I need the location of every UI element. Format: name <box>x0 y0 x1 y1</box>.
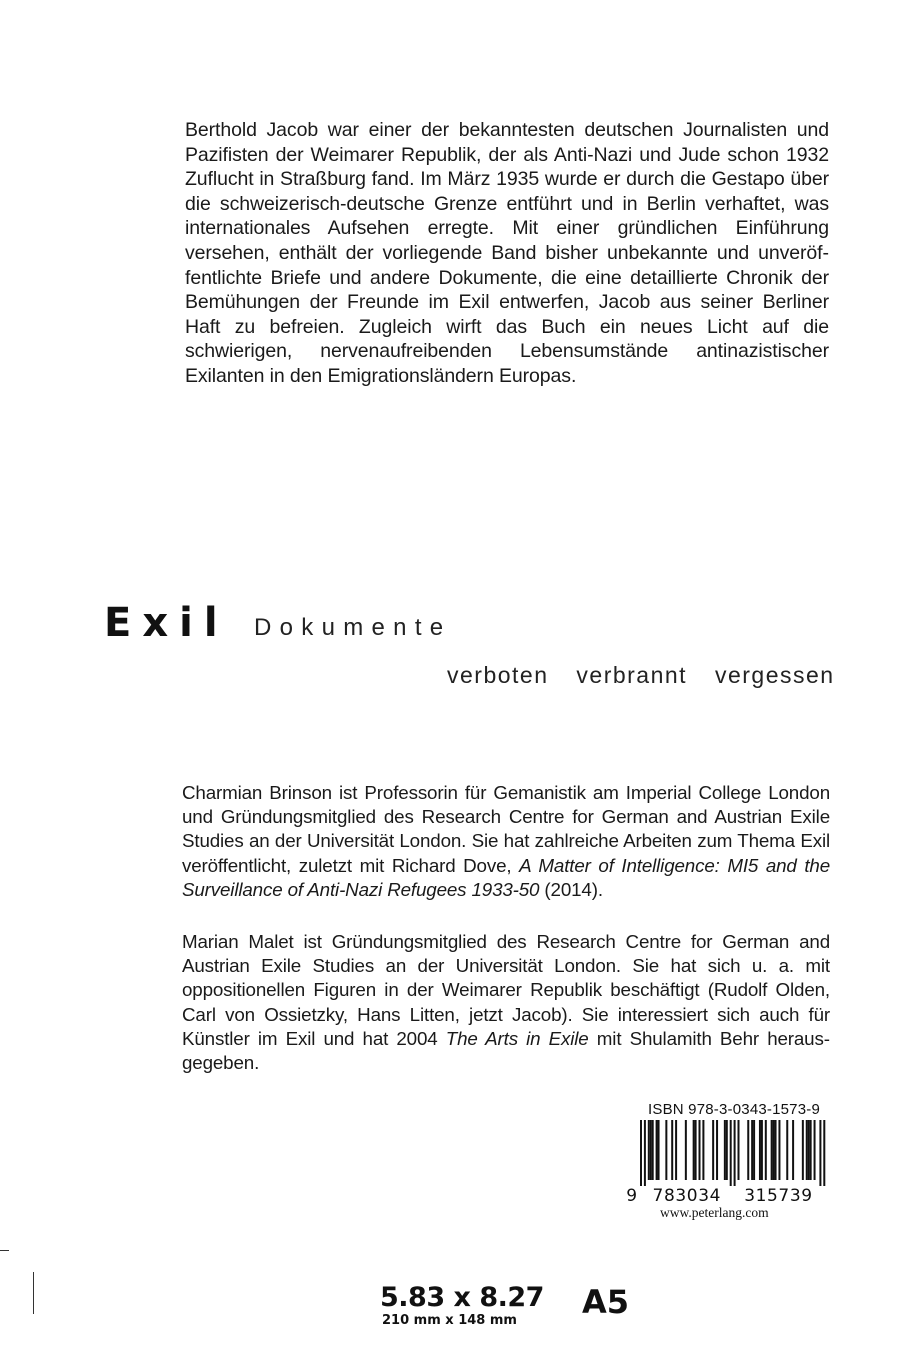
barcode-bar <box>650 1120 652 1180</box>
crop-mark <box>33 1272 34 1314</box>
publisher-url: www.peterlang.com <box>660 1205 769 1220</box>
size-inches: 5.83 x 8.27 <box>380 1282 544 1313</box>
barcode-bar <box>716 1120 718 1180</box>
barcode-guard-bar <box>823 1120 825 1186</box>
series-name-bold: Exil <box>104 600 229 646</box>
barcode-bar <box>802 1120 804 1180</box>
author-bio-malet <box>182 930 830 1075</box>
barcode-bar <box>751 1120 753 1180</box>
print-size-label <box>380 1282 650 1332</box>
barcode-bar <box>658 1120 660 1180</box>
barcode-bar <box>726 1120 728 1180</box>
isbn-label: ISBN 978-3-0343-1573-9 <box>648 1101 821 1118</box>
barcode-bar <box>665 1120 667 1180</box>
barcode-bar <box>675 1120 677 1180</box>
barcode-digits-right: 315739 <box>744 1186 813 1202</box>
barcode-bar <box>652 1120 654 1180</box>
barcode-digits-left: 783034 <box>652 1186 722 1202</box>
barcode-bar <box>806 1120 808 1180</box>
series-motto: verboten verbrannt vergessen <box>447 662 835 688</box>
author-bio-text: Charmian Brinson ist Professorin für Gemanistik am Imperial College London und Gründungsmitglied des Research Centre for German and Austrian Exile Studies an der Universität London. Sie hat zahlreiche Arbeiten zum Thema Exil veröffentlicht, zuletzt mit Richard Dove, <box>182 782 830 876</box>
barcode-bar <box>765 1120 767 1180</box>
author-bio-suffix: (2014). <box>539 878 603 900</box>
barcode-bar <box>738 1120 740 1180</box>
book-title: A Matter of Intelligence: MI5 and the Surveillance of Anti-Nazi Refugees 1933-50 <box>182 854 830 900</box>
series-name-light: Dokumente <box>254 614 452 641</box>
barcode-guard-bar <box>640 1120 642 1186</box>
barcode-bar <box>656 1120 658 1180</box>
barcode-bar <box>775 1120 777 1180</box>
barcode-guard-bar <box>730 1120 732 1186</box>
size-mm: 210 mm x 148 mm <box>382 1313 517 1328</box>
barcode-bar <box>699 1120 701 1180</box>
barcode-bar <box>771 1120 773 1180</box>
barcode-bar <box>808 1120 810 1180</box>
book-title: The Arts in Exile <box>445 1027 589 1049</box>
barcode-bar <box>773 1120 775 1180</box>
author-bio-brinson <box>182 781 830 902</box>
size-format: A5 <box>582 1283 630 1321</box>
barcode-bar <box>712 1120 714 1180</box>
crop-mark <box>0 1250 9 1251</box>
back-cover-blurb: Berthold Jacob war einer der bekanntesten deutschen Journalisten und Pazifisten der Weimarer Republik, der als Anti-Nazi und Jude schon 1932 Zuflucht in Straßburg fand. Im März 1935 wurde er durch die Gestapo über die schweizerisch-deutsche Grenze entführt und in Berlin verhaftet, was internationales Aufsehen erregte. Mit einer gründlichen Einführung versehen, enthält der vorliegende Band bisher unbekannte und unveröffentlichte Briefe und andere Dokumente, die eine detaillierte Chronik der Bemühungen der Freunde im Exil entwerfen, Jacob aus seiner Berliner Haft zu befreien. Zugleich wirft das Buch ein neues Licht auf die schwierigen, nervenaufreibenden Lebensumstände antinazistischer Exilanten in den Emigrationsländern Europas. <box>185 119 829 387</box>
barcode-bar <box>671 1120 673 1180</box>
barcode-bar <box>693 1120 695 1180</box>
barcode-bar <box>810 1120 812 1180</box>
ean13-barcode <box>626 1120 838 1202</box>
barcode-bar <box>747 1120 749 1180</box>
barcode-bar <box>724 1120 726 1180</box>
barcode-digit-first: 9 <box>626 1186 638 1202</box>
barcode-guard-bar <box>734 1120 736 1186</box>
author-bio-suffix: mit Shulamith Behr herausgegeben. <box>182 1027 830 1074</box>
barcode-bar <box>695 1120 697 1180</box>
barcode-bar <box>648 1120 650 1180</box>
barcode-bar <box>761 1120 763 1180</box>
barcode-bar <box>753 1120 755 1180</box>
barcode-bar <box>786 1120 788 1180</box>
barcode-bar <box>778 1120 780 1180</box>
barcode-bar <box>759 1120 761 1180</box>
barcode-bar <box>814 1120 816 1180</box>
barcode-bar <box>685 1120 687 1180</box>
barcode-bar <box>792 1120 794 1180</box>
barcode-guard-bar <box>644 1120 646 1186</box>
barcode-guard-bar <box>819 1120 821 1186</box>
barcode-bar <box>702 1120 704 1180</box>
author-bio-text: Marian Malet ist Gründungsmitglied des Research Centre for German and Austrian Exile Studies an der Universität London. Sie hat sich u. a. mit oppositionellen Figuren in der Weimarer Republik beschäftigt (Rudolf Olden, Carl von Ossietzky, Hans Litten, jetzt Jacob). Sie interessiert sich auch für Künstler im Exil und hat 2004 <box>182 931 830 1049</box>
series-logo <box>104 600 844 700</box>
